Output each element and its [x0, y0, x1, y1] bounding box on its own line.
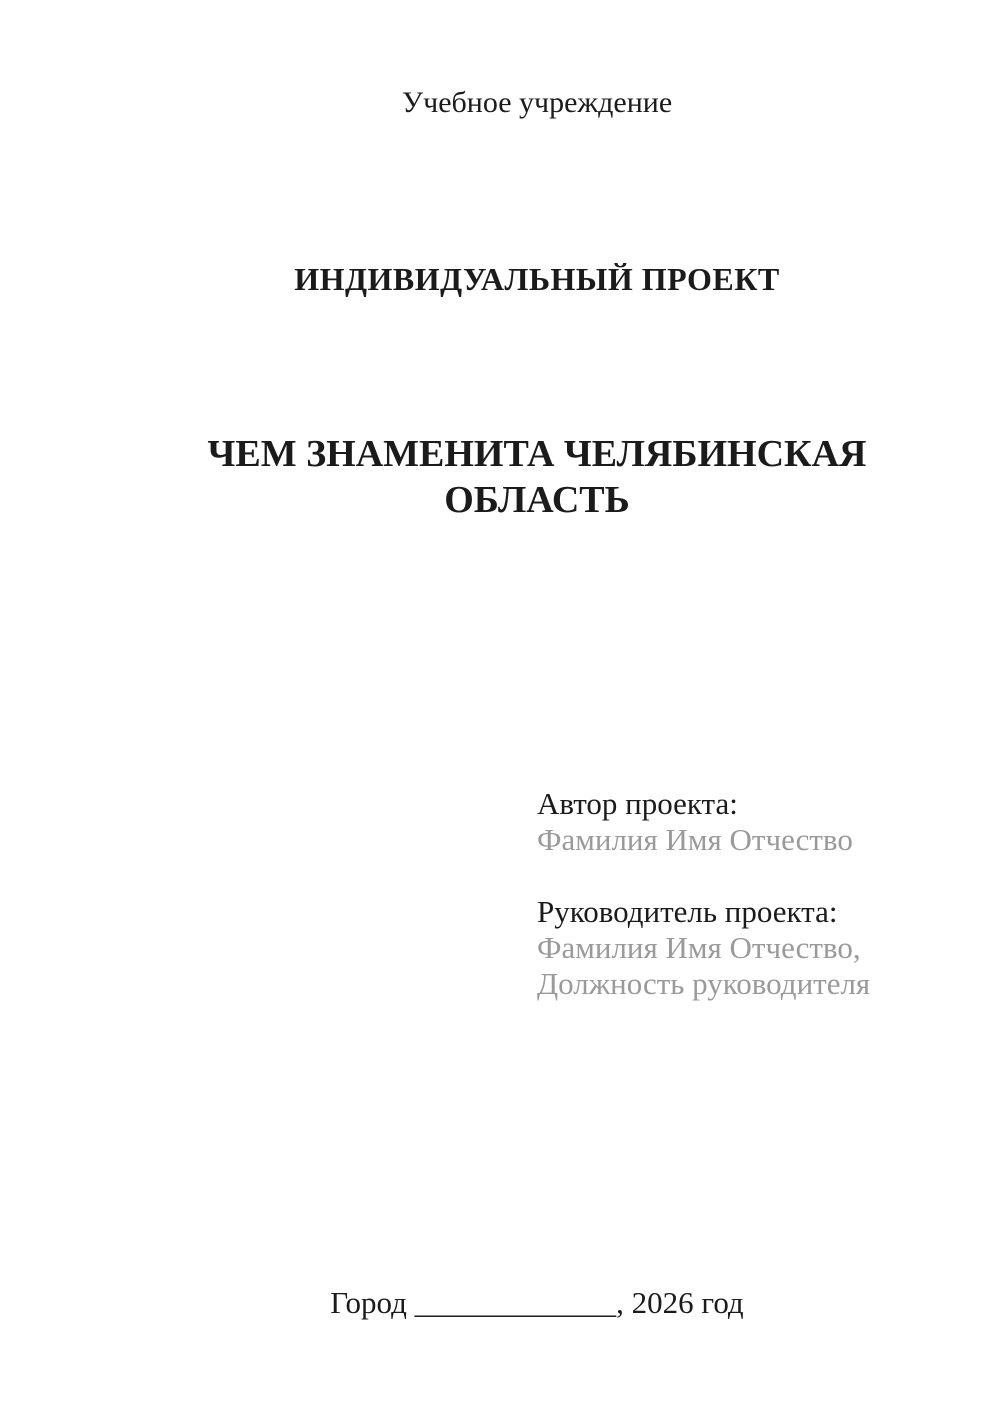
author-name-placeholder: Фамилия Имя Отчество: [537, 822, 853, 857]
project-title: ЧЕМ ЗНАМЕНИТА ЧЕЛЯБИНСКАЯ ОБЛАСТЬ: [207, 433, 867, 521]
author-label: Автор проекта:: [537, 786, 738, 821]
footer-city-label: Город: [330, 1285, 415, 1320]
supervisor-position-placeholder: Должность руководителя: [537, 966, 871, 1001]
project-type-heading: ИНДИВИДУАЛЬНЫЙ ПРОЕКТ: [294, 261, 780, 297]
footer-city-blank: _____________: [414, 1285, 617, 1320]
credits-block: [537, 786, 870, 1002]
author-block: [537, 786, 870, 858]
footer-line: [74, 1285, 1000, 1321]
institution-line: Учебное учреждение: [401, 86, 673, 119]
supervisor-block: [537, 894, 870, 1002]
supervisor-label: Руководитель проекта:: [537, 894, 838, 929]
footer-year: , 2026 год: [616, 1285, 744, 1320]
supervisor-name-placeholder: Фамилия Имя Отчество,: [537, 930, 861, 965]
